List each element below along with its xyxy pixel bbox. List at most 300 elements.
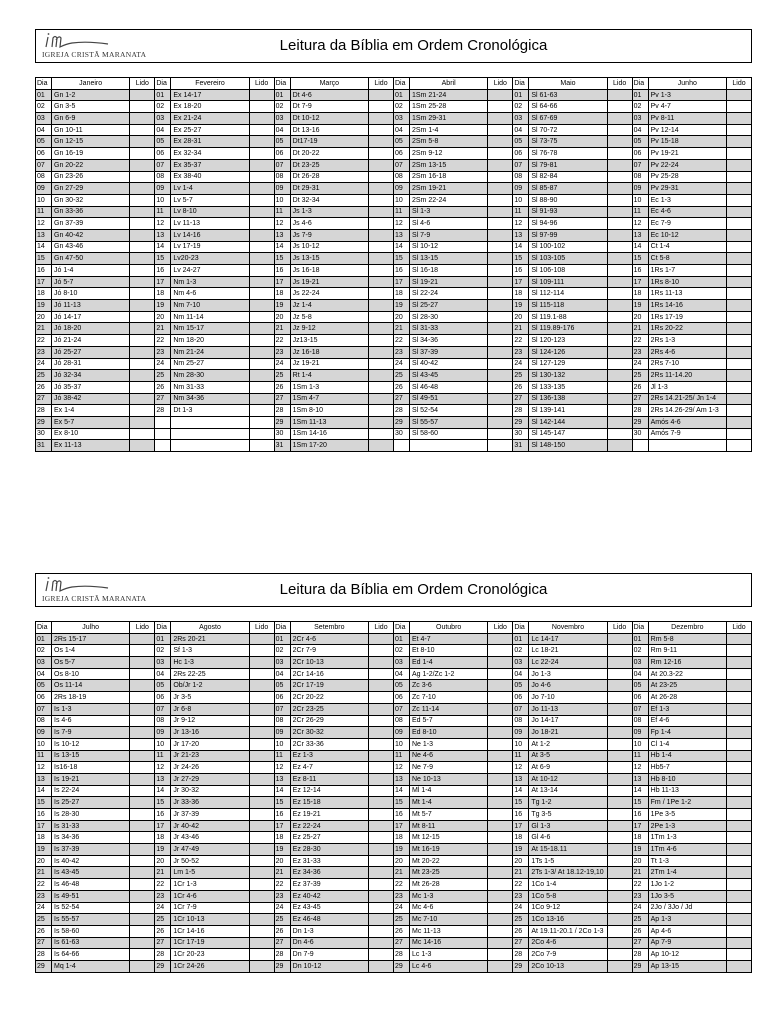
- read-checkbox-cell[interactable]: [488, 381, 513, 393]
- read-checkbox-cell[interactable]: [368, 855, 393, 867]
- read-checkbox-cell[interactable]: [488, 633, 513, 645]
- read-checkbox-cell[interactable]: [607, 692, 632, 704]
- read-checkbox-cell[interactable]: [130, 879, 155, 891]
- read-checkbox-cell[interactable]: [249, 914, 274, 926]
- read-checkbox-cell[interactable]: [727, 867, 752, 879]
- read-checkbox-cell[interactable]: [130, 276, 155, 288]
- read-checkbox-cell[interactable]: [249, 797, 274, 809]
- read-checkbox-cell[interactable]: [488, 914, 513, 926]
- read-checkbox-cell[interactable]: [130, 785, 155, 797]
- read-checkbox-cell[interactable]: [130, 937, 155, 949]
- read-checkbox-cell[interactable]: [249, 428, 274, 440]
- read-checkbox-cell[interactable]: [249, 218, 274, 230]
- read-checkbox-cell[interactable]: [607, 890, 632, 902]
- read-checkbox-cell[interactable]: [368, 890, 393, 902]
- read-checkbox-cell[interactable]: [130, 855, 155, 867]
- read-checkbox-cell[interactable]: [607, 633, 632, 645]
- read-checkbox-cell[interactable]: [249, 960, 274, 972]
- read-checkbox-cell[interactable]: [607, 949, 632, 961]
- read-checkbox-cell[interactable]: [130, 645, 155, 657]
- read-checkbox-cell[interactable]: [130, 750, 155, 762]
- read-checkbox-cell[interactable]: [130, 960, 155, 972]
- read-checkbox-cell[interactable]: [727, 335, 752, 347]
- read-checkbox-cell[interactable]: [368, 311, 393, 323]
- read-checkbox-cell[interactable]: [368, 668, 393, 680]
- read-checkbox-cell[interactable]: [368, 323, 393, 335]
- read-checkbox-cell[interactable]: [488, 855, 513, 867]
- read-checkbox-cell[interactable]: [607, 914, 632, 926]
- read-checkbox-cell[interactable]: [607, 668, 632, 680]
- read-checkbox-cell[interactable]: [607, 370, 632, 382]
- read-checkbox-cell[interactable]: [727, 300, 752, 312]
- read-checkbox-cell[interactable]: [368, 124, 393, 136]
- read-checkbox-cell[interactable]: [488, 113, 513, 125]
- read-checkbox-cell[interactable]: [488, 171, 513, 183]
- read-checkbox-cell[interactable]: [607, 703, 632, 715]
- read-checkbox-cell[interactable]: [249, 785, 274, 797]
- read-checkbox-cell[interactable]: [249, 148, 274, 160]
- read-checkbox-cell[interactable]: [368, 692, 393, 704]
- read-checkbox-cell[interactable]: [368, 715, 393, 727]
- read-checkbox-cell[interactable]: [488, 124, 513, 136]
- read-checkbox-cell[interactable]: [488, 276, 513, 288]
- read-checkbox-cell[interactable]: [368, 867, 393, 879]
- read-checkbox-cell[interactable]: [130, 762, 155, 774]
- read-checkbox-cell[interactable]: [368, 844, 393, 856]
- read-checkbox-cell[interactable]: [368, 809, 393, 821]
- read-checkbox-cell[interactable]: [130, 405, 155, 417]
- read-checkbox-cell[interactable]: [727, 797, 752, 809]
- read-checkbox-cell[interactable]: [249, 183, 274, 195]
- read-checkbox-cell[interactable]: [130, 194, 155, 206]
- read-checkbox-cell[interactable]: [607, 171, 632, 183]
- read-checkbox-cell[interactable]: [607, 867, 632, 879]
- read-checkbox-cell[interactable]: [607, 218, 632, 230]
- read-checkbox-cell[interactable]: [488, 645, 513, 657]
- read-checkbox-cell[interactable]: [488, 844, 513, 856]
- read-checkbox-cell[interactable]: [488, 416, 513, 428]
- read-checkbox-cell[interactable]: [249, 867, 274, 879]
- read-checkbox-cell[interactable]: [130, 633, 155, 645]
- read-checkbox-cell[interactable]: [488, 692, 513, 704]
- read-checkbox-cell[interactable]: [607, 89, 632, 101]
- read-checkbox-cell[interactable]: [607, 440, 632, 452]
- read-checkbox-cell[interactable]: [249, 440, 274, 452]
- read-checkbox-cell[interactable]: [130, 113, 155, 125]
- read-checkbox-cell[interactable]: [368, 113, 393, 125]
- read-checkbox-cell[interactable]: [488, 288, 513, 300]
- read-checkbox-cell[interactable]: [368, 657, 393, 669]
- read-checkbox-cell[interactable]: [488, 428, 513, 440]
- read-checkbox-cell[interactable]: [130, 288, 155, 300]
- read-checkbox-cell[interactable]: [130, 738, 155, 750]
- read-checkbox-cell[interactable]: [130, 692, 155, 704]
- read-checkbox-cell[interactable]: [249, 680, 274, 692]
- read-checkbox-cell[interactable]: [727, 428, 752, 440]
- read-checkbox-cell[interactable]: [130, 218, 155, 230]
- read-checkbox-cell[interactable]: [130, 820, 155, 832]
- read-checkbox-cell[interactable]: [607, 750, 632, 762]
- read-checkbox-cell[interactable]: [488, 680, 513, 692]
- read-checkbox-cell[interactable]: [368, 785, 393, 797]
- read-checkbox-cell[interactable]: [488, 773, 513, 785]
- read-checkbox-cell[interactable]: [249, 844, 274, 856]
- read-checkbox-cell[interactable]: [368, 381, 393, 393]
- read-checkbox-cell[interactable]: [727, 288, 752, 300]
- read-checkbox-cell[interactable]: [368, 645, 393, 657]
- read-checkbox-cell[interactable]: [130, 949, 155, 961]
- read-checkbox-cell[interactable]: [607, 657, 632, 669]
- read-checkbox-cell[interactable]: [249, 879, 274, 891]
- read-checkbox-cell[interactable]: [607, 393, 632, 405]
- read-checkbox-cell[interactable]: [488, 183, 513, 195]
- read-checkbox-cell[interactable]: [488, 159, 513, 171]
- read-checkbox-cell[interactable]: [368, 358, 393, 370]
- read-checkbox-cell[interactable]: [368, 206, 393, 218]
- read-checkbox-cell[interactable]: [249, 171, 274, 183]
- read-checkbox-cell[interactable]: [488, 393, 513, 405]
- read-checkbox-cell[interactable]: [727, 265, 752, 277]
- read-checkbox-cell[interactable]: [368, 440, 393, 452]
- read-checkbox-cell[interactable]: [727, 241, 752, 253]
- read-checkbox-cell[interactable]: [130, 358, 155, 370]
- read-checkbox-cell[interactable]: [488, 405, 513, 417]
- read-checkbox-cell[interactable]: [249, 381, 274, 393]
- read-checkbox-cell[interactable]: [130, 381, 155, 393]
- read-checkbox-cell[interactable]: [368, 832, 393, 844]
- read-checkbox-cell[interactable]: [727, 346, 752, 358]
- read-checkbox-cell[interactable]: [607, 241, 632, 253]
- read-checkbox-cell[interactable]: [368, 914, 393, 926]
- read-checkbox-cell[interactable]: [249, 416, 274, 428]
- read-checkbox-cell[interactable]: [607, 253, 632, 265]
- read-checkbox-cell[interactable]: [130, 657, 155, 669]
- read-checkbox-cell[interactable]: [249, 124, 274, 136]
- read-checkbox-cell[interactable]: [368, 370, 393, 382]
- read-checkbox-cell[interactable]: [249, 101, 274, 113]
- read-checkbox-cell[interactable]: [130, 323, 155, 335]
- read-checkbox-cell[interactable]: [130, 253, 155, 265]
- read-checkbox-cell[interactable]: [727, 762, 752, 774]
- read-checkbox-cell[interactable]: [488, 785, 513, 797]
- read-checkbox-cell[interactable]: [488, 809, 513, 821]
- read-checkbox-cell[interactable]: [607, 194, 632, 206]
- read-checkbox-cell[interactable]: [249, 855, 274, 867]
- read-checkbox-cell[interactable]: [249, 809, 274, 821]
- read-checkbox-cell[interactable]: [249, 633, 274, 645]
- read-checkbox-cell[interactable]: [130, 867, 155, 879]
- read-checkbox-cell[interactable]: [488, 960, 513, 972]
- read-checkbox-cell[interactable]: [368, 902, 393, 914]
- read-checkbox-cell[interactable]: [249, 925, 274, 937]
- read-checkbox-cell[interactable]: [727, 416, 752, 428]
- read-checkbox-cell[interactable]: [607, 183, 632, 195]
- read-checkbox-cell[interactable]: [130, 809, 155, 821]
- read-checkbox-cell[interactable]: [727, 692, 752, 704]
- read-checkbox-cell[interactable]: [130, 101, 155, 113]
- read-checkbox-cell[interactable]: [607, 358, 632, 370]
- read-checkbox-cell[interactable]: [368, 288, 393, 300]
- read-checkbox-cell[interactable]: [368, 300, 393, 312]
- read-checkbox-cell[interactable]: [607, 645, 632, 657]
- read-checkbox-cell[interactable]: [130, 311, 155, 323]
- read-checkbox-cell[interactable]: [368, 183, 393, 195]
- read-checkbox-cell[interactable]: [130, 265, 155, 277]
- read-checkbox-cell[interactable]: [249, 276, 274, 288]
- read-checkbox-cell[interactable]: [488, 101, 513, 113]
- read-checkbox-cell[interactable]: [488, 657, 513, 669]
- read-checkbox-cell[interactable]: [368, 762, 393, 774]
- read-checkbox-cell[interactable]: [607, 428, 632, 440]
- read-checkbox-cell[interactable]: [249, 265, 274, 277]
- read-checkbox-cell[interactable]: [249, 902, 274, 914]
- read-checkbox-cell[interactable]: [727, 311, 752, 323]
- read-checkbox-cell[interactable]: [368, 148, 393, 160]
- read-checkbox-cell[interactable]: [727, 194, 752, 206]
- read-checkbox-cell[interactable]: [727, 925, 752, 937]
- read-checkbox-cell[interactable]: [368, 253, 393, 265]
- read-checkbox-cell[interactable]: [249, 241, 274, 253]
- read-checkbox-cell[interactable]: [727, 148, 752, 160]
- read-checkbox-cell[interactable]: [130, 124, 155, 136]
- read-checkbox-cell[interactable]: [368, 960, 393, 972]
- read-checkbox-cell[interactable]: [727, 101, 752, 113]
- read-checkbox-cell[interactable]: [727, 633, 752, 645]
- read-checkbox-cell[interactable]: [488, 925, 513, 937]
- read-checkbox-cell[interactable]: [488, 797, 513, 809]
- read-checkbox-cell[interactable]: [488, 949, 513, 961]
- read-checkbox-cell[interactable]: [130, 902, 155, 914]
- read-checkbox-cell[interactable]: [249, 820, 274, 832]
- read-checkbox-cell[interactable]: [368, 171, 393, 183]
- read-checkbox-cell[interactable]: [607, 311, 632, 323]
- read-checkbox-cell[interactable]: [607, 276, 632, 288]
- read-checkbox-cell[interactable]: [727, 440, 752, 452]
- read-checkbox-cell[interactable]: [488, 206, 513, 218]
- read-checkbox-cell[interactable]: [249, 358, 274, 370]
- read-checkbox-cell[interactable]: [368, 346, 393, 358]
- read-checkbox-cell[interactable]: [727, 370, 752, 382]
- read-checkbox-cell[interactable]: [488, 879, 513, 891]
- read-checkbox-cell[interactable]: [488, 715, 513, 727]
- read-checkbox-cell[interactable]: [488, 820, 513, 832]
- read-checkbox-cell[interactable]: [727, 785, 752, 797]
- read-checkbox-cell[interactable]: [368, 738, 393, 750]
- read-checkbox-cell[interactable]: [488, 335, 513, 347]
- read-checkbox-cell[interactable]: [368, 229, 393, 241]
- read-checkbox-cell[interactable]: [607, 335, 632, 347]
- read-checkbox-cell[interactable]: [727, 703, 752, 715]
- read-checkbox-cell[interactable]: [249, 113, 274, 125]
- read-checkbox-cell[interactable]: [249, 890, 274, 902]
- read-checkbox-cell[interactable]: [488, 440, 513, 452]
- read-checkbox-cell[interactable]: [607, 229, 632, 241]
- read-checkbox-cell[interactable]: [607, 159, 632, 171]
- read-checkbox-cell[interactable]: [249, 206, 274, 218]
- read-checkbox-cell[interactable]: [368, 265, 393, 277]
- read-checkbox-cell[interactable]: [368, 949, 393, 961]
- read-checkbox-cell[interactable]: [488, 750, 513, 762]
- read-checkbox-cell[interactable]: [368, 136, 393, 148]
- read-checkbox-cell[interactable]: [130, 393, 155, 405]
- read-checkbox-cell[interactable]: [368, 241, 393, 253]
- read-checkbox-cell[interactable]: [130, 668, 155, 680]
- read-checkbox-cell[interactable]: [488, 148, 513, 160]
- read-checkbox-cell[interactable]: [727, 715, 752, 727]
- read-checkbox-cell[interactable]: [727, 820, 752, 832]
- read-checkbox-cell[interactable]: [249, 773, 274, 785]
- read-checkbox-cell[interactable]: [130, 136, 155, 148]
- read-checkbox-cell[interactable]: [130, 914, 155, 926]
- read-checkbox-cell[interactable]: [249, 323, 274, 335]
- read-checkbox-cell[interactable]: [607, 206, 632, 218]
- read-checkbox-cell[interactable]: [607, 738, 632, 750]
- read-checkbox-cell[interactable]: [607, 405, 632, 417]
- read-checkbox-cell[interactable]: [368, 89, 393, 101]
- read-checkbox-cell[interactable]: [368, 218, 393, 230]
- read-checkbox-cell[interactable]: [488, 253, 513, 265]
- read-checkbox-cell[interactable]: [727, 680, 752, 692]
- read-checkbox-cell[interactable]: [130, 797, 155, 809]
- read-checkbox-cell[interactable]: [607, 773, 632, 785]
- read-checkbox-cell[interactable]: [249, 89, 274, 101]
- read-checkbox-cell[interactable]: [249, 335, 274, 347]
- read-checkbox-cell[interactable]: [368, 797, 393, 809]
- read-checkbox-cell[interactable]: [607, 762, 632, 774]
- read-checkbox-cell[interactable]: [607, 727, 632, 739]
- read-checkbox-cell[interactable]: [488, 832, 513, 844]
- read-checkbox-cell[interactable]: [488, 194, 513, 206]
- read-checkbox-cell[interactable]: [130, 715, 155, 727]
- read-checkbox-cell[interactable]: [488, 136, 513, 148]
- read-checkbox-cell[interactable]: [368, 633, 393, 645]
- read-checkbox-cell[interactable]: [249, 159, 274, 171]
- read-checkbox-cell[interactable]: [607, 902, 632, 914]
- read-checkbox-cell[interactable]: [607, 148, 632, 160]
- read-checkbox-cell[interactable]: [607, 288, 632, 300]
- read-checkbox-cell[interactable]: [607, 785, 632, 797]
- read-checkbox-cell[interactable]: [727, 738, 752, 750]
- read-checkbox-cell[interactable]: [368, 335, 393, 347]
- read-checkbox-cell[interactable]: [249, 703, 274, 715]
- read-checkbox-cell[interactable]: [607, 937, 632, 949]
- read-checkbox-cell[interactable]: [607, 925, 632, 937]
- read-checkbox-cell[interactable]: [130, 832, 155, 844]
- read-checkbox-cell[interactable]: [249, 300, 274, 312]
- read-checkbox-cell[interactable]: [607, 879, 632, 891]
- read-checkbox-cell[interactable]: [488, 323, 513, 335]
- read-checkbox-cell[interactable]: [488, 89, 513, 101]
- read-checkbox-cell[interactable]: [249, 668, 274, 680]
- read-checkbox-cell[interactable]: [488, 265, 513, 277]
- read-checkbox-cell[interactable]: [727, 218, 752, 230]
- read-checkbox-cell[interactable]: [607, 265, 632, 277]
- read-checkbox-cell[interactable]: [249, 692, 274, 704]
- read-checkbox-cell[interactable]: [130, 346, 155, 358]
- read-checkbox-cell[interactable]: [727, 358, 752, 370]
- read-checkbox-cell[interactable]: [488, 727, 513, 739]
- read-checkbox-cell[interactable]: [488, 867, 513, 879]
- read-checkbox-cell[interactable]: [727, 113, 752, 125]
- read-checkbox-cell[interactable]: [727, 902, 752, 914]
- read-checkbox-cell[interactable]: [368, 194, 393, 206]
- read-checkbox-cell[interactable]: [727, 890, 752, 902]
- read-checkbox-cell[interactable]: [607, 300, 632, 312]
- read-checkbox-cell[interactable]: [727, 229, 752, 241]
- read-checkbox-cell[interactable]: [249, 346, 274, 358]
- read-checkbox-cell[interactable]: [249, 762, 274, 774]
- read-checkbox-cell[interactable]: [727, 657, 752, 669]
- read-checkbox-cell[interactable]: [727, 914, 752, 926]
- read-checkbox-cell[interactable]: [727, 937, 752, 949]
- read-checkbox-cell[interactable]: [727, 381, 752, 393]
- read-checkbox-cell[interactable]: [727, 750, 752, 762]
- read-checkbox-cell[interactable]: [727, 844, 752, 856]
- read-checkbox-cell[interactable]: [727, 405, 752, 417]
- read-checkbox-cell[interactable]: [607, 855, 632, 867]
- read-checkbox-cell[interactable]: [249, 750, 274, 762]
- read-checkbox-cell[interactable]: [368, 820, 393, 832]
- read-checkbox-cell[interactable]: [368, 101, 393, 113]
- read-checkbox-cell[interactable]: [727, 323, 752, 335]
- read-checkbox-cell[interactable]: [607, 101, 632, 113]
- read-checkbox-cell[interactable]: [130, 925, 155, 937]
- read-checkbox-cell[interactable]: [727, 773, 752, 785]
- read-checkbox-cell[interactable]: [488, 241, 513, 253]
- read-checkbox-cell[interactable]: [130, 890, 155, 902]
- read-checkbox-cell[interactable]: [130, 159, 155, 171]
- read-checkbox-cell[interactable]: [368, 680, 393, 692]
- read-checkbox-cell[interactable]: [130, 241, 155, 253]
- read-checkbox-cell[interactable]: [130, 703, 155, 715]
- read-checkbox-cell[interactable]: [488, 311, 513, 323]
- read-checkbox-cell[interactable]: [607, 346, 632, 358]
- read-checkbox-cell[interactable]: [368, 727, 393, 739]
- read-checkbox-cell[interactable]: [130, 148, 155, 160]
- read-checkbox-cell[interactable]: [249, 311, 274, 323]
- read-checkbox-cell[interactable]: [130, 773, 155, 785]
- read-checkbox-cell[interactable]: [727, 171, 752, 183]
- read-checkbox-cell[interactable]: [607, 820, 632, 832]
- read-checkbox-cell[interactable]: [607, 832, 632, 844]
- read-checkbox-cell[interactable]: [130, 416, 155, 428]
- read-checkbox-cell[interactable]: [607, 323, 632, 335]
- read-checkbox-cell[interactable]: [249, 288, 274, 300]
- read-checkbox-cell[interactable]: [488, 300, 513, 312]
- read-checkbox-cell[interactable]: [368, 428, 393, 440]
- read-checkbox-cell[interactable]: [488, 668, 513, 680]
- read-checkbox-cell[interactable]: [368, 937, 393, 949]
- read-checkbox-cell[interactable]: [368, 405, 393, 417]
- read-checkbox-cell[interactable]: [249, 229, 274, 241]
- read-checkbox-cell[interactable]: [727, 855, 752, 867]
- read-checkbox-cell[interactable]: [727, 960, 752, 972]
- read-checkbox-cell[interactable]: [130, 171, 155, 183]
- read-checkbox-cell[interactable]: [727, 393, 752, 405]
- read-checkbox-cell[interactable]: [488, 370, 513, 382]
- read-checkbox-cell[interactable]: [249, 715, 274, 727]
- read-checkbox-cell[interactable]: [488, 738, 513, 750]
- read-checkbox-cell[interactable]: [607, 416, 632, 428]
- read-checkbox-cell[interactable]: [727, 136, 752, 148]
- read-checkbox-cell[interactable]: [368, 879, 393, 891]
- read-checkbox-cell[interactable]: [249, 832, 274, 844]
- read-checkbox-cell[interactable]: [130, 428, 155, 440]
- read-checkbox-cell[interactable]: [607, 797, 632, 809]
- read-checkbox-cell[interactable]: [249, 405, 274, 417]
- read-checkbox-cell[interactable]: [130, 335, 155, 347]
- read-checkbox-cell[interactable]: [249, 253, 274, 265]
